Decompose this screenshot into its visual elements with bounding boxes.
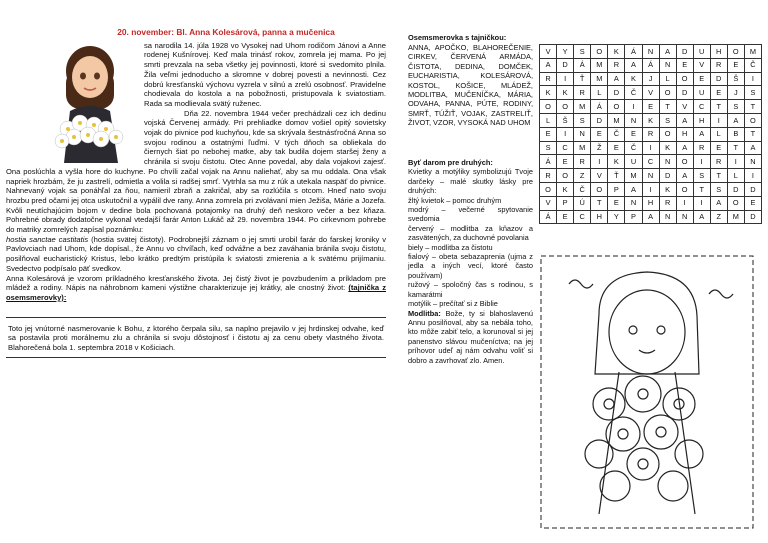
grid-cell: D — [659, 169, 676, 183]
grid-row — [540, 169, 762, 183]
grid-cell: R — [574, 86, 591, 100]
grid-cell: K — [557, 182, 574, 196]
anna-portrait — [46, 41, 138, 163]
grid-cell: V — [540, 196, 557, 210]
grid-cell: Č — [625, 86, 642, 100]
gift-item: motýlik – prečítať si z Biblie — [408, 299, 498, 309]
grid-cell: I — [642, 141, 659, 155]
grid-cell: S — [659, 113, 676, 127]
grid-cell: O — [591, 182, 608, 196]
grid-cell: D — [727, 182, 744, 196]
summary-box: Toto jej vnútorné nasmerovanie k Bohu, z ktorého čerpala silu, sa naplno prejavilo v jej hrdinskej odvahe, keď sa postavila proti morálnemu zlu a chránila si svoju dôstojnosť i čistotu aj za cenu obety vlastného života. Blahorečená bola 1. septembra 2018 v Košiciach. — [6, 317, 386, 358]
grid-cell: N — [676, 210, 693, 224]
grid-cell: Á — [540, 210, 557, 224]
grid-cell: C — [642, 155, 659, 169]
grid-cell: L — [659, 72, 676, 86]
grid-cell: T — [693, 182, 710, 196]
grid-cell: O — [676, 72, 693, 86]
grid-cell: K — [659, 182, 676, 196]
grid-cell: S — [574, 113, 591, 127]
grid-cell: D — [744, 182, 761, 196]
grid-cell: E — [744, 196, 761, 210]
gift-item: modrý – večerné spytovanie svedomia — [408, 205, 533, 224]
bio-paragraph-3: (hostia svätej čistoty). Podrobnejší záznam o jej smrti urobil farár do farskej kroniky v Pavlovciach nad Uhom, kde dopísal., že Annu vo chvíľach, keď odvážne a bez zaváhania bránila svoju čistotu, posilňoval eucharistický Kristus, lebo krátko predtým pristúpila k sviatosti zmierenia a k svätému prijímaniu. Svedectvo podpísalo päť svedkov. — [6, 234, 387, 273]
grid-cell: H — [693, 113, 710, 127]
grid-cell: N — [642, 45, 659, 59]
grid-cell: M — [744, 45, 761, 59]
grid-cell: K — [608, 155, 625, 169]
grid-cell: N — [659, 58, 676, 72]
grid-cell: R — [710, 58, 727, 72]
grid-cell: L — [710, 127, 727, 141]
grid-cell: I — [744, 169, 761, 183]
grid-cell: V — [540, 45, 557, 59]
grid-cell: M — [727, 210, 744, 224]
grid-cell: Š — [557, 113, 574, 127]
grid-cell: R — [710, 155, 727, 169]
grid-cell: O — [727, 196, 744, 210]
grid-cell: S — [744, 86, 761, 100]
grid-cell: S — [540, 141, 557, 155]
gift-item: žltý kvietok – pomoc druhým — [408, 195, 502, 205]
grid-cell: U — [625, 155, 642, 169]
grid-cell: D — [710, 72, 727, 86]
grid-cell: N — [574, 127, 591, 141]
grid-cell: J — [727, 86, 744, 100]
grid-cell: T — [727, 141, 744, 155]
grid-cell: T — [744, 127, 761, 141]
grid-row — [540, 100, 762, 114]
grid-cell: I — [710, 113, 727, 127]
grid-cell: D — [608, 86, 625, 100]
grid-cell: H — [710, 45, 727, 59]
grid-cell: H — [642, 196, 659, 210]
grid-cell: Z — [710, 210, 727, 224]
grid-cell: A — [693, 210, 710, 224]
grid-row — [540, 155, 762, 169]
grid-cell: O — [540, 182, 557, 196]
grid-cell: I — [676, 196, 693, 210]
grid-cell: E — [557, 210, 574, 224]
grid-cell: R — [659, 196, 676, 210]
grid-row — [540, 58, 762, 72]
grid-cell: P — [557, 196, 574, 210]
closing-text: Anna Kolesárová je vzorom príkladného kresťanského života. Jej čistý život je povzbudením a príkladom pre mládež a rodiny. Nápis na náhrobnom kameni výstižne charakterizuje jej krátky, ale cnostný život: — [6, 273, 386, 293]
grid-cell: M — [574, 100, 591, 114]
grid-cell: U — [693, 45, 710, 59]
grid-cell: I — [557, 72, 574, 86]
grid-cell: P — [608, 182, 625, 196]
grid-cell: N — [744, 155, 761, 169]
left-column — [6, 0, 386, 358]
grid-cell: K — [557, 86, 574, 100]
gift-item: fialový – obeta sebazaprenia (ujma z jedla a iných vecí, ktoré často používam) — [408, 252, 533, 280]
grid-row — [540, 182, 762, 196]
grid-cell: Y — [557, 45, 574, 59]
grid-cell: B — [727, 127, 744, 141]
grid-cell: U — [693, 86, 710, 100]
grid-cell: A — [710, 196, 727, 210]
grid-cell: R — [693, 141, 710, 155]
grid-cell: Ť — [608, 169, 625, 183]
grid-cell: N — [659, 210, 676, 224]
gift-intro: Kvietky a motýliky symbolizujú Tvoje darčeky – malé skutky lásky pre druhých: — [408, 167, 533, 196]
grid-cell: D — [557, 58, 574, 72]
grid-cell: Š — [727, 72, 744, 86]
grid-cell: Á — [540, 155, 557, 169]
grid-cell: Z — [574, 169, 591, 183]
prayer-title: Modlitba: — [408, 308, 441, 318]
grid-cell: O — [608, 100, 625, 114]
grid-cell: N — [659, 155, 676, 169]
grid-cell: C — [574, 210, 591, 224]
grid-cell: A — [676, 141, 693, 155]
grid-cell: E — [676, 58, 693, 72]
gift-list — [408, 196, 533, 309]
grid-cell: C — [693, 100, 710, 114]
coloring-picture — [539, 254, 755, 530]
grid-cell: A — [540, 58, 557, 72]
puzzle-reference: (tajnička z osemsmerovky): — [6, 283, 386, 302]
gift-item: biely – modlitba za čistotu — [408, 242, 493, 252]
grid-cell: O — [676, 155, 693, 169]
bio-paragraph-2: Dňa 22. novembra 1944 večer prechádzali cez ich dedinu vojská Červenej armády. Pri prehliadke domov vošiel opitý sovietsky vojak do pivnice pod kuchyňou, kde sa skrývala šestnásťročná Anna so svojou rodinou a ostatnými ľuďmi. V tých dňoch sa obliekala do čiernych šiat po nebohej matke, aby tak budila dojem staršej ženy a chránila si svoju čistotu. Otec Anne povedal, aby dala vojakovi zajesť. Ona poslúchla a vyšla hore do kuchyne. Po chvíli začal vojak na Annu naliehať, aby sa mu oddala. Ona však napriek hrozbám, že ju zastrelí, odmietla a volila si radšej smrť. Vytrhla sa mu z rúk a utekala naspäť do pivnice. Nahnevaný vojak sa ponáhľal za ňou, namieril zbraň a zakričal, aby sa rozlúčila s otcom. Hneď nato svoju hrozbu pred očami jej otca uskutočnil a vypálil dve rany. Anna zomrela pri zvolávaní mien Ježiša, Márie a Jozefa. Kvôli neutíchajúcim bojom v dedine bola pochovaná potajomky na druhý deň neskoro večer a bez kňaza. Pohrebné obrady dodatočne vykonal vtedajší farár Anton Lukáč až 29. novembra 1944. Po cirkevnom pohrebe do matriky zomrelých zapísal poznámku: — [6, 108, 386, 235]
grid-row — [540, 196, 762, 210]
grid-cell: E — [727, 58, 744, 72]
grid-cell: O — [659, 127, 676, 141]
grid-cell: E — [608, 141, 625, 155]
grid-cell: I — [744, 72, 761, 86]
grid-cell: E — [557, 155, 574, 169]
grid-cell: R — [540, 72, 557, 86]
grid-cell: T — [591, 196, 608, 210]
grid-cell: Á — [625, 45, 642, 59]
grid-cell: E — [710, 141, 727, 155]
grid-cell: A — [727, 113, 744, 127]
grid-row — [540, 210, 762, 224]
grid-cell: Á — [642, 58, 659, 72]
grid-cell: D — [591, 113, 608, 127]
grid-cell: J — [642, 72, 659, 86]
grid-cell: D — [676, 45, 693, 59]
grid-cell: M — [574, 141, 591, 155]
grid-cell: E — [693, 72, 710, 86]
grid-cell: O — [659, 86, 676, 100]
grid-cell: Č — [744, 58, 761, 72]
grid-cell: I — [642, 182, 659, 196]
grid-cell: R — [540, 169, 557, 183]
grid-cell: R — [574, 155, 591, 169]
grid-cell: K — [625, 72, 642, 86]
grid-cell: Y — [608, 210, 625, 224]
grid-cell: M — [591, 72, 608, 86]
grid-cell: Č — [574, 182, 591, 196]
grid-cell: Č — [625, 141, 642, 155]
grid-cell: S — [710, 182, 727, 196]
gift-title: Byť darom pre druhých: — [408, 158, 493, 167]
grid-cell: V — [642, 86, 659, 100]
puzzle-title: Osemsmerovka s tajničkou: — [408, 33, 507, 42]
grid-cell: Ť — [574, 72, 591, 86]
grid-row — [540, 141, 762, 155]
grid-cell: Ž — [591, 141, 608, 155]
article-title: 20. november: Bl. Anna Kolesárová, panna a mučenica — [117, 27, 335, 37]
grid-cell: A — [744, 141, 761, 155]
bio-paragraph-1: sa narodila 14. júla 1928 vo Vysokej nad Uhom rodičom Jánovi a Anne rodenej Kušnírovej. Keď mala trinásť rokov, zomrela jej mama. Po jej smrti prevzala na seba všetky jej povinnosti, ktoré si svedomito plnila. Žila veľmi jednoducho a skromne v dobrej povesti a nevinnosti. Cez dobrú kresťanskú výchovu vyzrela v silnú a zrelú osobnosť. Pravidelne chodievala do kostola a na pobožnosti, pristupovala k sviatostiam. Rada sa modlievala svätý ruženec. — [144, 40, 386, 108]
grid-cell: C — [557, 141, 574, 155]
grid-cell: M — [608, 113, 625, 127]
grid-row — [540, 86, 762, 100]
grid-cell: S — [693, 169, 710, 183]
grid-cell: I — [727, 155, 744, 169]
grid-cell: O — [744, 113, 761, 127]
grid-cell: E — [642, 100, 659, 114]
grid-cell: E — [591, 127, 608, 141]
grid-cell: R — [642, 127, 659, 141]
grid-cell: Á — [591, 100, 608, 114]
grid-cell: K — [608, 45, 625, 59]
grid-cell: I — [693, 155, 710, 169]
grid-cell: S — [727, 100, 744, 114]
grid-cell: R — [608, 58, 625, 72]
grid-cell: M — [591, 58, 608, 72]
grid-cell: L — [540, 113, 557, 127]
grid-cell: A — [676, 113, 693, 127]
grid-cell: A — [676, 169, 693, 183]
grid-cell: A — [625, 58, 642, 72]
grid-cell: A — [608, 72, 625, 86]
grid-cell: I — [591, 155, 608, 169]
grid-cell: D — [676, 86, 693, 100]
grid-cell: K — [642, 113, 659, 127]
grid-cell: D — [744, 210, 761, 224]
grid-cell: O — [540, 100, 557, 114]
grid-cell: V — [676, 100, 693, 114]
word-list: ANNA, APOČKO, BLAHOREČENIE, CIRKEV, ČERVENÁ ARMÁDA, ČISTOTA, DEDINA, DOMČEK, EUCHARISTIA, KOLESÁROVÁ, KOSTOL, KOŠICE, MLÁDEŽ, MODLITBA, MUČENÍČKA, MÁRIA, ODVAHA, PANNA, PÚTE, RODINY, SMRŤ, TÚŽIŤ, VOJAK, ZASTRELIŤ, ŽIVOT, VZOR, VYSOKÁ NAD UHOM — [408, 43, 533, 128]
grid-row — [540, 45, 762, 59]
grid-cell: L — [727, 169, 744, 183]
grid-cell: H — [676, 127, 693, 141]
grid-cell: E — [608, 196, 625, 210]
grid-row — [540, 72, 762, 86]
grid-cell: K — [540, 86, 557, 100]
grid-cell: Ú — [574, 196, 591, 210]
grid-row — [540, 127, 762, 141]
grid-cell: O — [591, 45, 608, 59]
grid-cell: A — [693, 127, 710, 141]
grid-cell: A — [659, 45, 676, 59]
grid-cell: V — [693, 58, 710, 72]
grid-cell: E — [710, 86, 727, 100]
grid-cell: I — [625, 100, 642, 114]
grid-cell: K — [659, 141, 676, 155]
grid-cell: I — [693, 196, 710, 210]
grid-cell: O — [557, 100, 574, 114]
grid-cell: P — [625, 210, 642, 224]
grid-cell: O — [676, 182, 693, 196]
grid-cell: Č — [608, 127, 625, 141]
prayer-text: Bože, ty si blahoslavenú Annu posilňoval, aby sa nebála toho, kto môže zabiť telo, a korunoval si jej panenstvo slávou mučeníctva; na jej príhovor udeľ aj nám odvahu voliť si dobro a zavrhovať zlo. Amen. — [408, 308, 533, 365]
grid-cell: H — [591, 210, 608, 224]
grid-cell: L — [591, 86, 608, 100]
grid-cell: N — [642, 169, 659, 183]
grid-cell: Á — [574, 58, 591, 72]
grid-cell: I — [557, 127, 574, 141]
grid-cell: T — [659, 100, 676, 114]
grid-cell: V — [591, 169, 608, 183]
grid-cell: A — [625, 182, 642, 196]
grid-cell: T — [710, 169, 727, 183]
grid-cell: E — [540, 127, 557, 141]
grid-cell: N — [625, 196, 642, 210]
grid-cell: A — [642, 210, 659, 224]
grid-cell: M — [625, 169, 642, 183]
grid-cell: S — [574, 45, 591, 59]
grid-cell: T — [744, 100, 761, 114]
gift-item: ružový – spoločný čas s rodinou, s kamarátmi — [408, 280, 533, 299]
grid-cell: T — [710, 100, 727, 114]
grid-cell: O — [557, 169, 574, 183]
latin-phrase: hostia sanctae castitatis — [6, 234, 89, 244]
gift-item: červený – modlitba za kňazov a zasvätených, za duchovné povolania — [408, 223, 533, 243]
grid-cell: E — [625, 127, 642, 141]
grid-cell: O — [727, 45, 744, 59]
grid-row — [540, 113, 762, 127]
grid-cell: N — [625, 113, 642, 127]
word-search-grid — [539, 44, 762, 224]
